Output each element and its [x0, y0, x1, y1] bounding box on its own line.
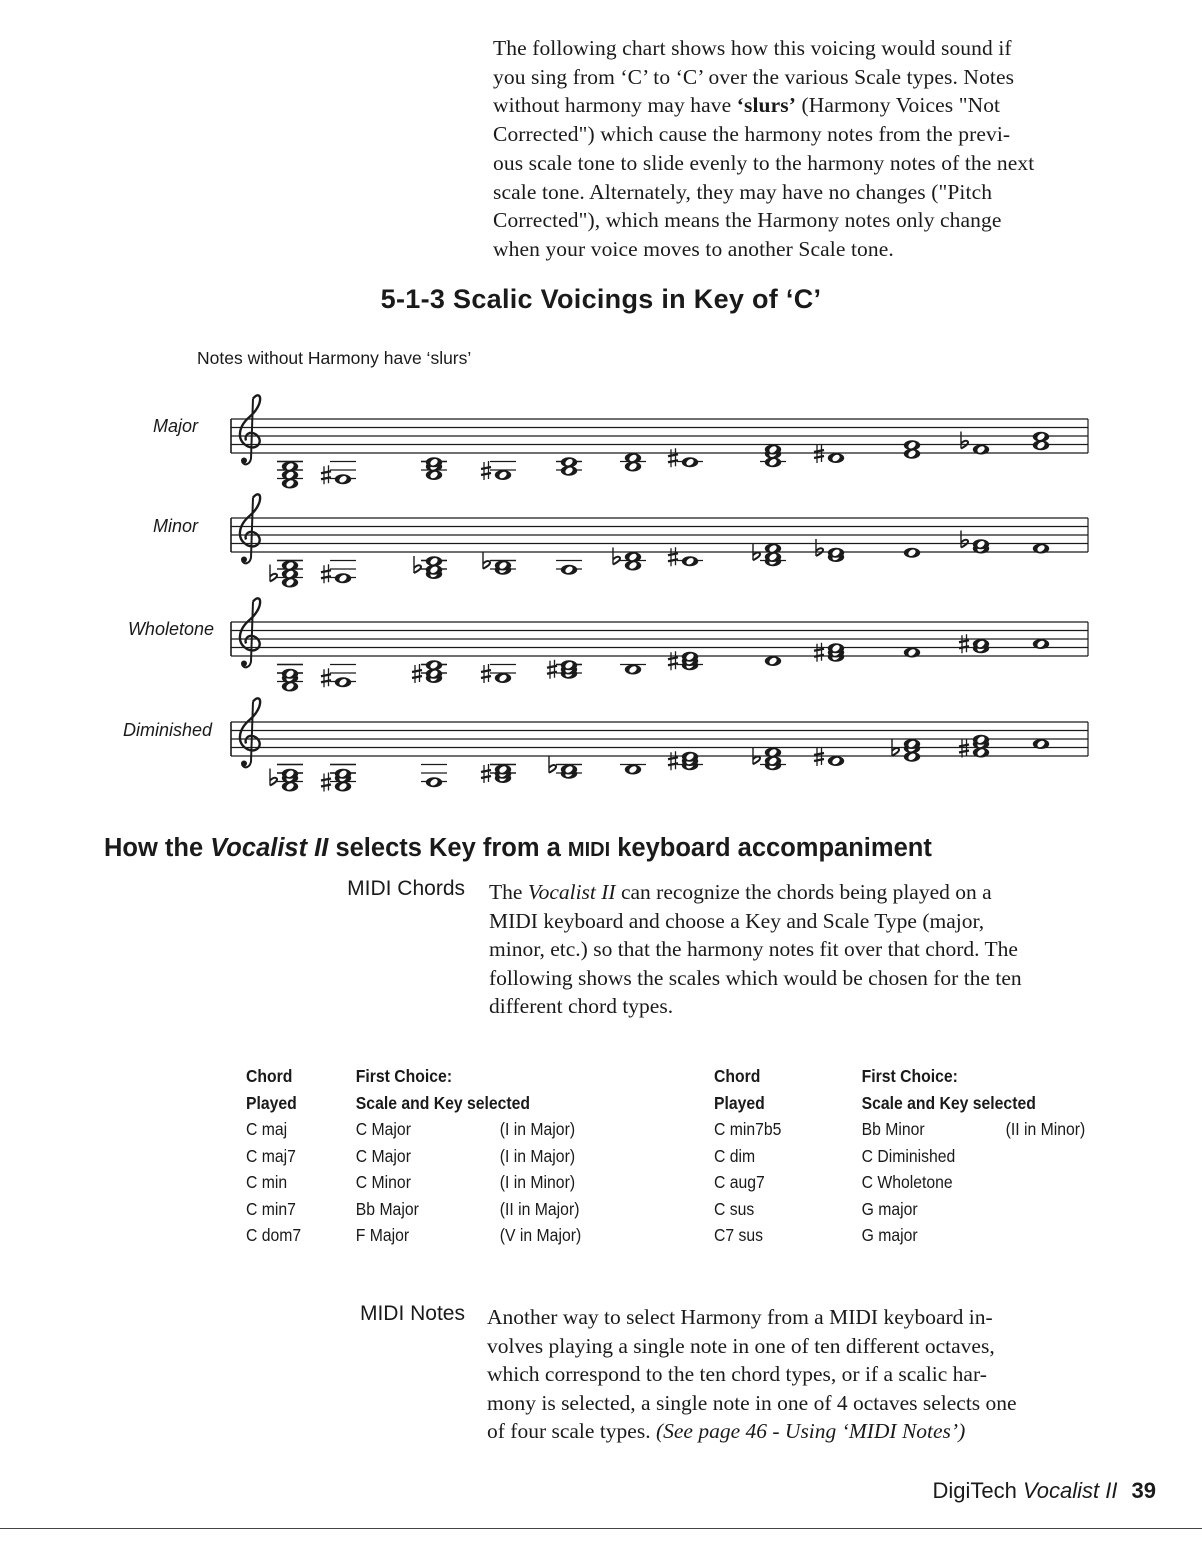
intro-line: when your voice moves to another Scale tone. — [493, 236, 894, 261]
intro-line: without harmony may have ‘slurs’ (Harmony Voices "Not — [493, 93, 1001, 118]
midi-notes-label: MIDI Notes — [359, 1302, 465, 1325]
table-row: C min C Minor (I in Minor) — [246, 1172, 576, 1192]
body-line: minor, etc.) so that the harmony notes fit over that chord. The — [489, 937, 1018, 962]
body-line: Another way to select Harmony from a MIDI keyboard in- — [487, 1305, 993, 1329]
intro-line: The following chart shows how this voicing would sound if — [493, 36, 1012, 60]
header-played: Played — [246, 1092, 297, 1113]
chord-table-right — [714, 1066, 1085, 1252]
body-line: volves playing a single note in one of ten different octaves, — [487, 1333, 995, 1358]
section-heading: How the Vocalist II selects Key from a MIDI keyboard accompaniment — [104, 834, 932, 862]
body-line: mony is selected, a single note in one of 4 octaves selects one — [487, 1390, 1017, 1415]
midi-chords-text — [489, 878, 1154, 1021]
header-chord: Chord — [246, 1066, 293, 1086]
page-footer — [932, 1478, 1156, 1504]
body-line: MIDI keyboard and choose a Key and Scale Type (major, — [489, 908, 985, 933]
page-number: 39 — [1131, 1478, 1156, 1503]
table-row: C maj C Major (I in Major) — [246, 1119, 576, 1139]
body-line: The Vocalist II can recognize the chords being played on a — [489, 880, 992, 904]
body-line: which correspond to the ten chord types, or if a scalic har- — [487, 1362, 987, 1387]
table-row: C min7b5 Bb Minor (II in Minor) — [714, 1119, 1086, 1139]
intro-line: ous scale tone to slide evenly to the harmony notes of the next — [493, 150, 1035, 175]
table-row: C7 sus G major — [714, 1225, 918, 1245]
table-row: C aug7 C Wholetone — [714, 1172, 953, 1192]
footer-product: Vocalist II — [1022, 1478, 1118, 1503]
footer-brand: DigiTech — [932, 1478, 1023, 1503]
staff-label-wholetone: Wholetone — [127, 619, 214, 639]
table-row: C min7 Bb Major (II in Major) — [246, 1198, 580, 1219]
intro-line: you sing from ‘C’ to ‘C’ over the various Scale types. Notes — [493, 64, 1015, 89]
slurs-term: ‘slurs’ — [736, 93, 796, 118]
header-choice: First Choice: — [861, 1066, 958, 1086]
table-row: C maj7 C Major (I in Major) — [246, 1145, 576, 1166]
chord-table-left — [246, 1066, 581, 1252]
body-line: following shows the scales which would be chosen for the ten — [489, 965, 1022, 990]
page-reference: (See page 46 - Using ‘MIDI Notes’) — [655, 1419, 966, 1444]
header-chord: Chord — [714, 1066, 761, 1086]
table-row: C dim C Diminished — [714, 1145, 956, 1166]
midi-chords-label: MIDI Chords — [347, 877, 465, 900]
staff-group — [231, 395, 1088, 791]
header-played: Played — [714, 1092, 765, 1113]
body-line: of four scale types. (See page 46 - Using ‘MIDI Notes’) — [487, 1419, 966, 1444]
table-row: C sus G major — [714, 1198, 918, 1219]
chart-title: 5-1-3 Scalic Voicings in Key of ‘C’ — [380, 284, 822, 314]
body-line: different chord types. — [489, 994, 674, 1019]
header-scale-key: Scale and Key selected — [355, 1092, 531, 1113]
staff-label-diminished: Diminished — [122, 720, 212, 740]
bottom-rule — [0, 1528, 1202, 1529]
chart-subtitle: Notes without Harmony have ‘slurs’ — [197, 348, 472, 368]
staff-label-major: Major — [152, 416, 198, 436]
intro-line: scale tone. Alternately, they may have no changes ("Pitch — [493, 179, 993, 204]
midi-notes-text — [487, 1303, 1152, 1446]
header-scale-key: Scale and Key selected — [861, 1092, 1036, 1113]
intro-line: Corrected") which cause the harmony notes from the previ- — [493, 122, 1011, 147]
header-choice: First Choice: — [355, 1066, 453, 1086]
staff-label-minor: Minor — [152, 516, 198, 536]
intro-line: Corrected"), which means the Harmony notes only change — [493, 208, 1002, 233]
table-row: C dom7 F Major (V in Major) — [246, 1225, 582, 1245]
